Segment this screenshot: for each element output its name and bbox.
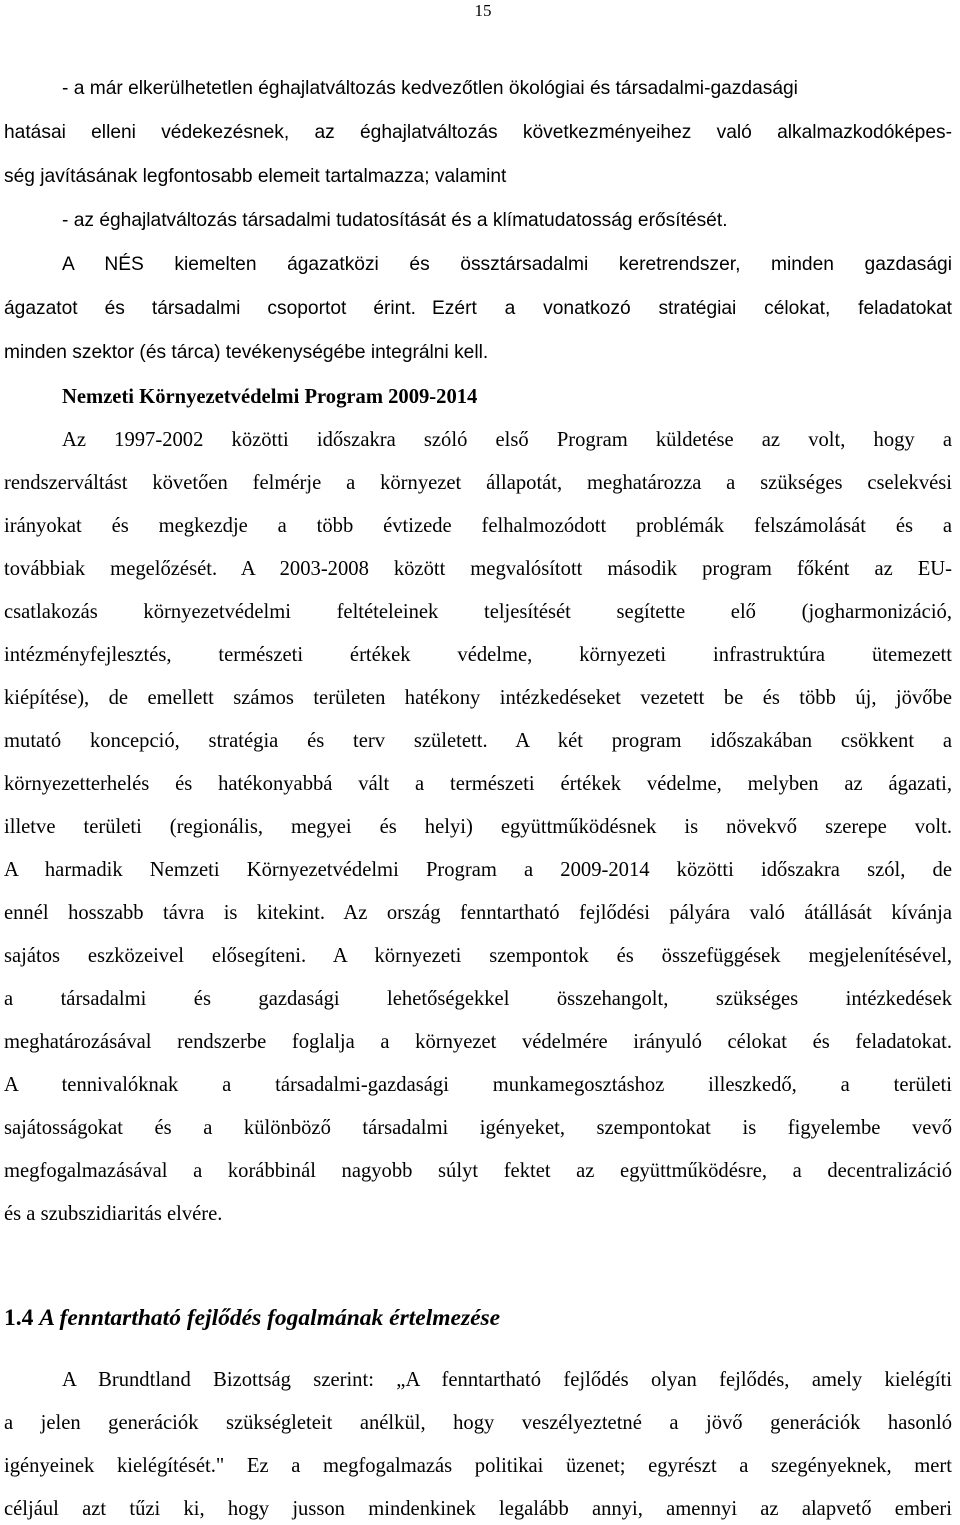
- text-line: hatásai elleni védekezésnek, az éghajlatváltozás következményeihez való alkalmazkodóképes-: [4, 122, 952, 143]
- page-number: 15: [474, 1, 492, 20]
- text-line: rendszerváltást követően felmérje a környezet állapotát, meghatározza a szükséges cselekvési: [4, 472, 952, 494]
- text-line: a jelen generációk szükségleteit anélkül, hogy veszélyeztetné a jövő generációk hasonló: [4, 1412, 952, 1434]
- text-line: A Brundtland Bizottság szerint: „A fenntartható fejlődés olyan fejlődés, amely kielégíti: [62, 1369, 952, 1391]
- text-line: kiépítése), de emellett számos területen hatékony intézkedéseket vezetett be és több új, jövőbe: [4, 687, 952, 709]
- text-line: minden szektor (és tárca) tevékenységébe integrálni kell.: [4, 342, 489, 363]
- text-line: megfogalmazásával a korábbinál nagyobb súlyt fektet az együttműködésre, a decentralizáció: [4, 1160, 952, 1182]
- text-line: céljául azt tűzi ki, hogy jusson mindenkinek legalább annyi, amennyi az alapvető emberi: [4, 1498, 952, 1520]
- text-line: irányokat és megkezdje a több évtizede felhalmozódott problémák felszámolását és a: [4, 515, 952, 537]
- text-line: és a szubszidiaritás elvére.: [4, 1203, 223, 1225]
- text-line: - az éghajlatváltozás társadalmi tudatosítását és a klímatudatosság erősítését.: [62, 210, 728, 231]
- text-line: sajátos eszközeivel elősegíteni. A környezeti szempontok és összefüggések megjelenítésével,: [4, 945, 952, 967]
- text-line: A tennivalóknak a társadalmi-gazdasági munkamegosztáshoz illeszkedő, a területi: [4, 1074, 952, 1096]
- text-line: Az 1997-2002 közötti időszakra szóló első Program küldetése az volt, hogy a: [62, 429, 952, 451]
- text-line: mutató koncepció, stratégia és terv született. A két program időszakában csökkent a: [4, 730, 952, 752]
- section-heading: Nemzeti Környezetvédelmi Program 2009-2014: [62, 386, 478, 408]
- subsection-number: 1.4: [4, 1305, 34, 1331]
- text-line: továbbiak megelőzését. A 2003-2008 között megvalósított második program főként az EU-: [4, 558, 952, 580]
- text-line: A NÉS kiemelten ágazatközi és össztársadalmi keretrendszer, minden gazdasági: [62, 254, 952, 275]
- text-line: meghatározásával rendszerbe foglalja a környezet védelmére irányuló célokat és feladatokat.: [4, 1031, 952, 1053]
- text-line: környezetterhelés és hatékonyabbá vált a természeti értékek védelme, melyben az ágazati,: [4, 773, 952, 795]
- text-line: ség javításának legfontosabb elemeit tartalmazza; valamint: [4, 166, 507, 187]
- text-line: Ezért a vonatkozó stratégiai célokat, feladatokat: [432, 298, 952, 319]
- text-line: ágazatot és társadalmi csoportot érint.: [4, 298, 416, 319]
- subsection-heading: [4, 1304, 704, 1332]
- text-line: ennél hosszabb távra is kitekint. Az ország fenntartható fejlődési pályára való átállását kívánja: [4, 902, 952, 924]
- text-line: igényeinek kielégítését." Ez a megfogalmazás politikai üzenet; egyrészt a szegényeknek, mert: [4, 1455, 952, 1477]
- text-line: A harmadik Nemzeti Környezetvédelmi Program a 2009-2014 közötti időszakra szól, de: [4, 859, 952, 881]
- text-line: csatlakozás környezetvédelmi feltételeinek teljesítését segítette elő (jogharmonizáció,: [4, 601, 952, 623]
- text-line: - a már elkerülhetetlen éghajlatváltozás kedvezőtlen ökológiai és társadalmi-gazdasági: [62, 78, 798, 99]
- text-line: illetve területi (regionális, megyei és helyi) együttműködésnek is növekvő szerepe volt.: [4, 816, 952, 838]
- text-line: sajátosságokat és a különböző társadalmi igényeket, szempontokat is figyelembe vevő: [4, 1117, 952, 1139]
- text-line: a társadalmi és gazdasági lehetőségekkel összehangolt, szükséges intézkedések: [4, 988, 952, 1010]
- subsection-title: A fenntartható fejlődés fogalmának értelmezése: [39, 1305, 501, 1331]
- text-line: intézményfejlesztés, természeti értékek védelme, környezeti infrastruktúra ütemezett: [4, 644, 952, 666]
